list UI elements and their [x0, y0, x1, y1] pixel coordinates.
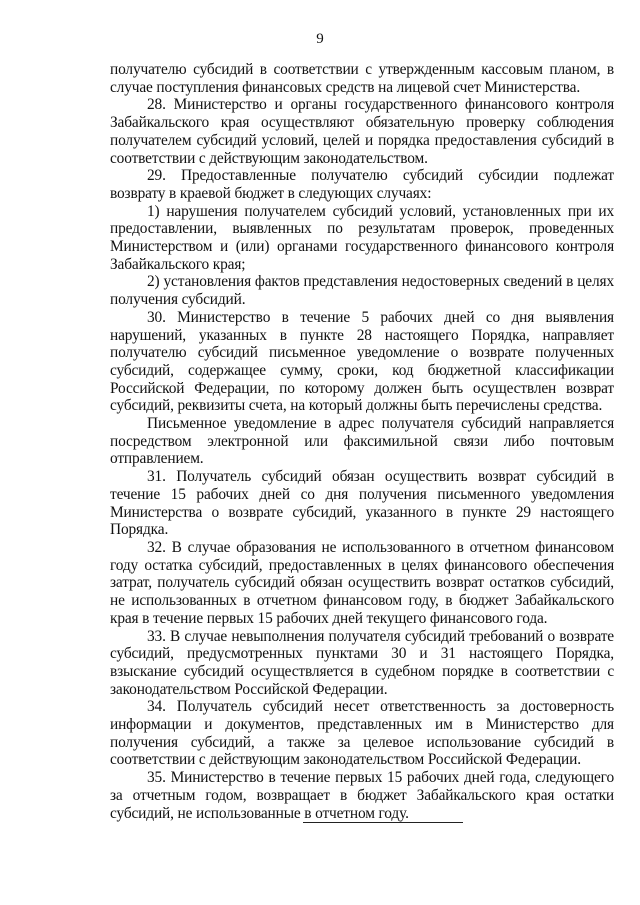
paragraph-29-item-1: 1) нарушения получателем субсидий условий, установленных при их предоставлении, выявленных по результатам проверок, проведенных Министерством и (или) органами государственного финансового контроля Забайкальского края;: [110, 202, 614, 273]
paragraph-continuation: получателю субсидий в соответствии с утвержденным кассовым планом, в случае поступления финансовых средств на лицевой счет Министерства.: [110, 61, 614, 96]
paragraph-32: 32. В случае образования не использованного в отчетном финансовом году остатка субсидий, предоставленных в целях финансового обеспечения затрат, получатель субсидий обязан осуществить возврат остатков субсидий, не использованных в отчетном финансовом году, в бюджет Забайкальского края в течение первых 15 рабочих дней текущего финансового года.: [110, 538, 614, 627]
paragraph-33: 33. В случае невыполнения получателя субсидий требований о возврате субсидий, предусмотренных пунктами 30 и 31 настоящего Порядка, взыскание субсидий осуществляется в судебном порядке в соответствии с законодательством Российской Федерации.: [110, 627, 614, 698]
page-number: 9: [316, 31, 324, 47]
paragraph-30-notice: Письменное уведомление в адрес получателя субсидий направляется посредством электронной или факсимильной связи либо почтовым отправлением.: [110, 415, 614, 468]
paragraph-29-item-2: 2) установления фактов представления недостоверных сведений в целях получения субсидий.: [110, 273, 614, 309]
paragraph-34: 34. Получатель субсидий несет ответственность за достоверность информации и документов, представленных им в Министерство для получения субсидий, а также за целевое использование субсидий в соответствии с действующим законодательством Российской Федерации.: [110, 698, 614, 769]
paragraph-28: 28. Министерство и органы государственного финансового контроля Забайкальского края осуществляют обязательную проверку соблюдения получателем субсидий условий, целей и порядка предоставления субсидий в соответствии с действующим законодательством.: [110, 96, 614, 167]
end-of-document-rule: [303, 822, 463, 823]
paragraph-30: 30. Министерство в течение 5 рабочих дней со дня выявления нарушений, указанных в пункте 28 настоящего Порядка, направляет получателю субсидий письменное уведомление о возврате полученных субсидий, содержащее сумму, сроки, код бюджетной классификации Российской Федерации, по которому должен быть осуществлен возврат субсидий, реквизиты счета, на который должны быть перечислены средства.: [110, 308, 614, 415]
paragraph-29: 29. Предоставленные получателю субсидий субсидии подлежат возврату в краевой бюджет в следующих случаях:: [110, 167, 614, 202]
document-body: [110, 61, 614, 822]
paragraph-35: 35. Министерство в течение первых 15 рабочих дней года, следующего за отчетным годом, возвращает в бюджет Забайкальского края остатки субсидий, не использованные в отчетном году.: [110, 769, 614, 822]
paragraph-31: 31. Получатель субсидий обязан осуществить возврат субсидий в течение 15 рабочих дней со дня получения письменного уведомления Министерства о возврате субсидий, указанного в пункте 29 настоящего Порядка.: [110, 468, 614, 539]
